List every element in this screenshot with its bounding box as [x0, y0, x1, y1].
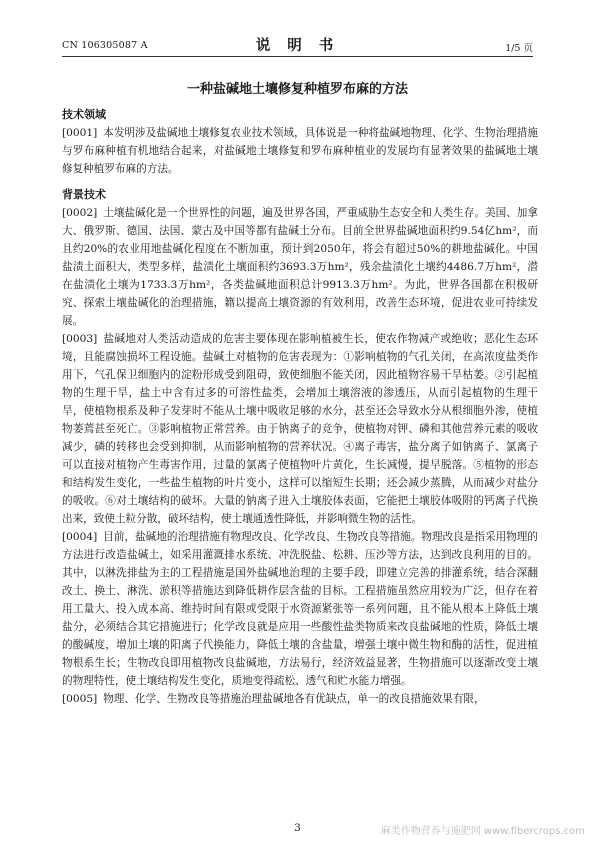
paragraph-text: 目前，盐碱地的治理措施有物理改良、化学改良、生物改良等措施。物理改良是指采用物理的方法进行改造盐碱土，如采用灌溉排水系统、冲洗脱盐、松耕、压沙等方法，达到改良利用的目的。其中，以淋洗排盐为主的工程措施是国外盐碱地治理的主要手段，即建立完善的排灌系统，结合深翻改土、换土、淋洗、淤积等措施达到降低耕作层含盐的目标。工程措施虽然应用较为广泛，但存在着用工量大、投入成本高、维持时间有限或受限于水资源紧张等一系列问题，且不能从根本上降低土壤盐分，必须结合其它措施进行；化学改良就是应用一些酸性盐类物质来改良盐碱地的性质，降低土壤的酸碱度，增加土壤的阳离子代换能力，降低土壤的含盐量，增强土壤中微生物和酶的活性，促进植物根系生长；生物改良即用植物改良盐碱地，方法易行，经济效益显著，生物措施可以逐渐改变土壤的物理特性，使土壤结构发生变化，质地变得疏松、透气和贮水能力增强。: [62, 531, 538, 687]
page-header: [62, 34, 533, 54]
watermark: 麻类作物营养与施肥网 www.fibercrops.com: [380, 826, 585, 837]
section-heading-background: 背景技术: [62, 188, 106, 201]
paragraph-number: [0002]: [62, 207, 98, 219]
paragraph-0002: [62, 204, 538, 330]
paragraph-text: 本发明涉及盐碱地土壤修复农业技术领域，具体说是一种将盐碱地物理、化学、生物治理措施与罗布麻种植有机地结合起来，对盐碱地土壤修复和罗布麻种植业的发展均有显著效果的盐碱地土壤修复种植罗布麻的方法。: [62, 127, 538, 175]
paragraph-0004: [62, 528, 538, 690]
paragraph-text: 土壤盐碱化是一个世界性的问题，遍及世界各国，严重威胁生态安全和人类生存。美国、加拿大、俄罗斯、德国、法国、蒙古及中国等都有盐碱土分布。目前全世界盐碱地面积约9.54亿hm²，而且约20%的农业用地盐碱化程度在不断加重，预计到2050年，将会有超过50%的耕地盐碱化。中国盐渍土面积大，类型多样，盐渍化土壤面积约3693.3万hm²，残余盐渍化土壤约4486.7万hm²，潜在盐渍化土壤为1733.3万hm²，各类盐碱地面积总计9913.3万hm²。为此，世界各国都在积极研究、探索土壤盐碱化的治理措施，籍以提高土壤资源的有效利用，改善生态环境，促进农业可持续发展。: [62, 207, 538, 327]
paragraph-0003: [62, 330, 538, 528]
paragraph-number: [0005]: [62, 693, 98, 705]
header-rule: [62, 56, 533, 57]
section-heading-technical-field: 技术领域: [62, 108, 106, 121]
paragraph-0005: [62, 690, 538, 708]
header-title: 说 明 书: [255, 37, 340, 54]
page-number: 3: [294, 822, 301, 834]
document-title: 一种盐碱地土壤修复种植罗布麻的方法: [186, 82, 408, 97]
document-body: [62, 106, 538, 708]
patent-number: CN 106305087 A: [62, 40, 148, 51]
paragraph-number: [0003]: [62, 333, 98, 345]
paragraph-number: [0001]: [62, 127, 98, 139]
paragraph-number: [0004]: [62, 531, 98, 543]
paragraph-text: 盐碱地对人类活动造成的危害主要体现在影响植被生长，使农作物减产或绝收；恶化生态环境，且能腐蚀损坏工程设施。盐碱土对植物的危害表现为：①影响植物的气孔关闭，在高浓度盐类作用下，气孔保卫细胞内的淀粉形成受到阻碍，致使细胞不能关闭，因此植物容易干旱枯萎。②引起植物的生理干旱，盐土中含有过多的可溶性盐类，会增加土壤溶液的渗透压，从而引起植物的生理干旱，使植物根系及种子发芽时不能从土壤中吸收足够的水分，甚至还会导致水分从根细胞外渗，使植物萎蔫甚至死亡。③影响植物正常营养。由于钠离子的竞争，使植物对钾、磷和其他营养元素的吸收减少，磷的转移也会受到抑制，从而影响植物的营养状况。④离子毒害，盐分离子如钠离子、氯离子可以直接对植物产生毒害作用，过量的氯离子使植物叶片黄化，生长减慢，提早脱落。⑤植物的形态和结构发生变化，一些盐生植物的叶片变小，这样可以缩短生长期；还会减少蒸腾，从而减少对盐分的吸收。⑥对土壤结构的破坏。大量的钠离子进入土壤胶体表面，它能把土壤胶体吸附的钙离子代换出来，致使土粒分散，破坏结构，使土壤通透性降低，并影响微生物的活性。: [62, 333, 538, 525]
paragraph-0001: [62, 124, 538, 178]
page-indicator: 1/5 页: [505, 43, 533, 54]
paragraph-text: 物理、化学、生物改良等措施治理盐碱地各有优缺点，单一的改良措施效果有限，: [103, 693, 485, 705]
